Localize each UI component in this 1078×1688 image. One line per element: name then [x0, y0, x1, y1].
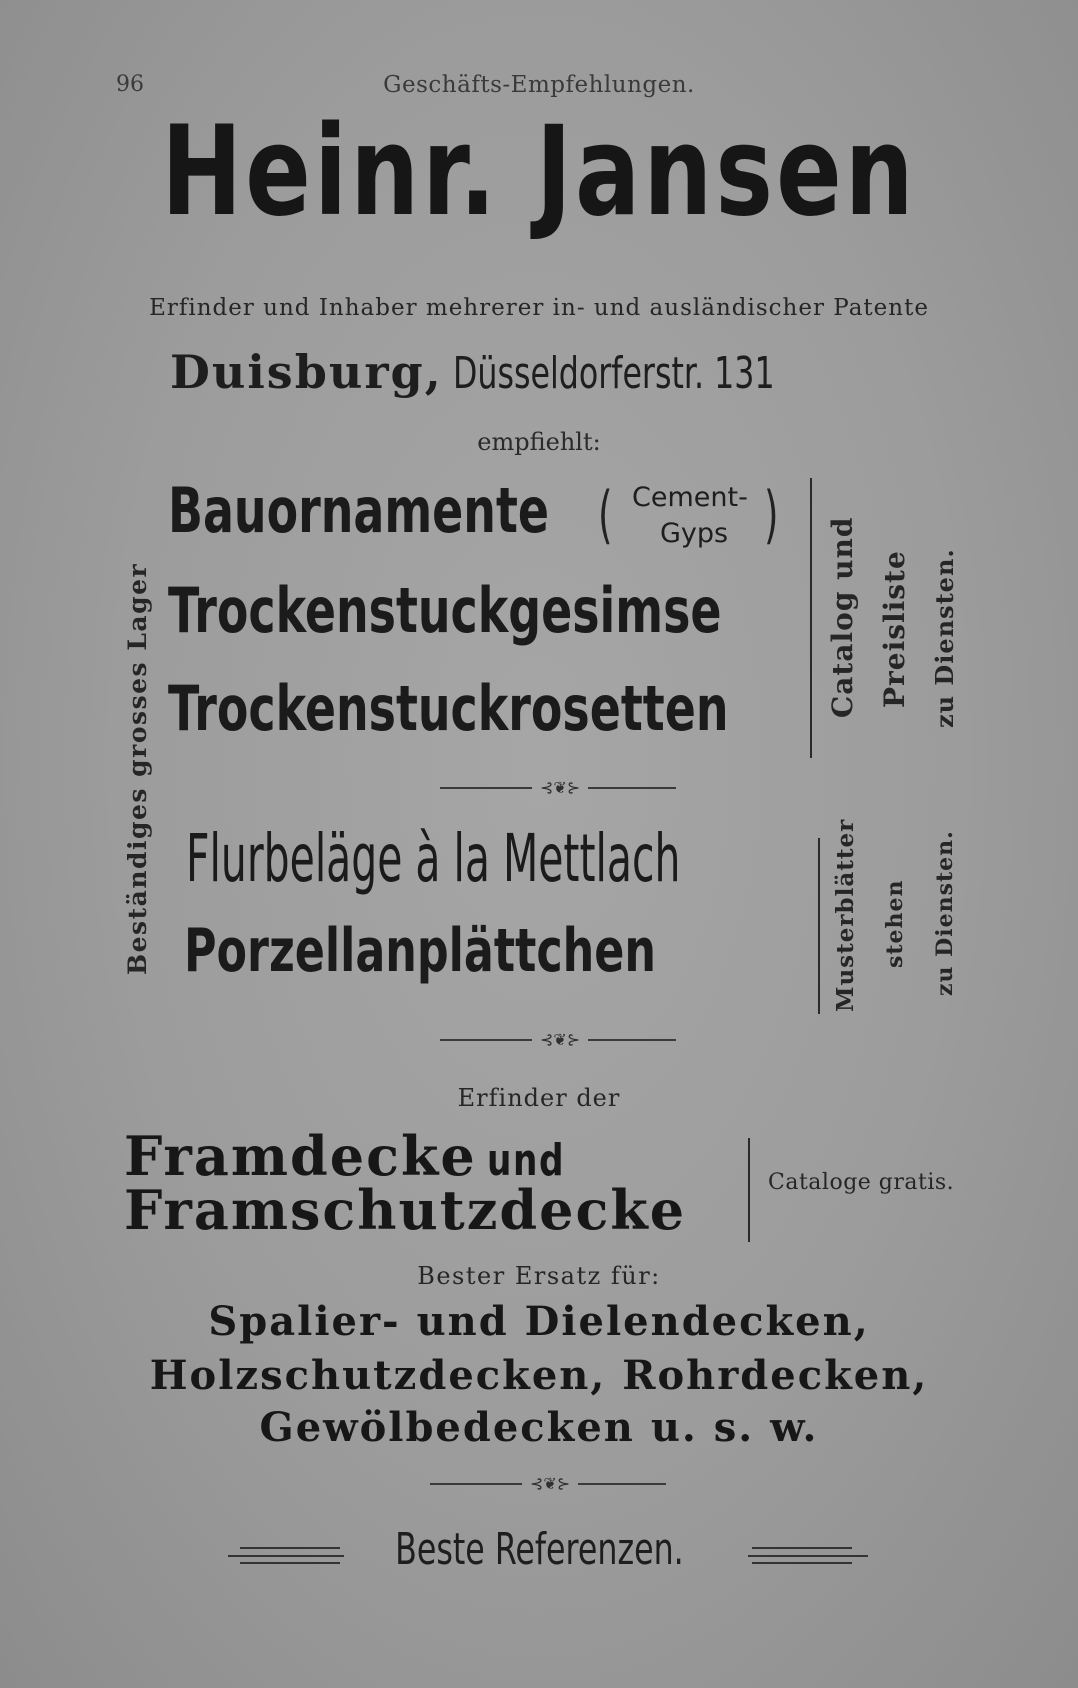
references-line	[0, 1524, 1078, 1575]
stock-side-note: Beständiges grosses Lager	[123, 562, 152, 975]
stucco-bracket	[810, 478, 812, 758]
samples-note-line-3: zu Diensten.	[932, 830, 958, 996]
material-paren-right: )	[764, 478, 779, 551]
right-flourish	[742, 1540, 882, 1564]
replacement-line: Gewölbedecken u. s. w.	[259, 1404, 819, 1451]
recommends-label: empfiehlt:	[477, 428, 601, 456]
product-flurbelaege: Flurbeläge à la Mettlach	[186, 820, 681, 897]
replacement-line: Spalier- und Dielendecken,	[208, 1298, 870, 1345]
samples-note-line-2: stehen	[882, 879, 908, 968]
catalogs-free-note: Cataloge gratis.	[768, 1170, 955, 1195]
framdecke-joiner: und	[486, 1135, 565, 1186]
page-number: 96	[116, 72, 144, 97]
catalog-note-line-1: Catalog und	[826, 516, 859, 718]
product-framschutzdecke: Framschutzdecke	[124, 1178, 687, 1242]
company-name: Heinr. Jansen	[161, 100, 917, 244]
material-paren-left: (	[598, 478, 613, 551]
catalog-note-line-2: Preisliste	[878, 550, 911, 708]
tiles-bracket	[818, 838, 820, 1014]
address-city: Duisburg,	[170, 345, 443, 399]
inventor-tagline: Erfinder und Inhaber mehrerer in- und ausländischer Patente	[149, 295, 929, 321]
product-trockenstuckrosetten: Trockenstuckrosetten	[168, 672, 729, 745]
divider-ornament: ⊰❦⊱	[440, 1030, 676, 1050]
product-porzellanplaettchen: Porzellanplättchen	[184, 916, 656, 986]
inventor-of-label: Erfinder der	[457, 1084, 621, 1112]
material-gyps: Gyps	[660, 518, 729, 549]
replacement-label: Bester Ersatz für:	[417, 1262, 661, 1290]
framdecke-name: Framdecke	[124, 1124, 477, 1188]
address-line	[170, 345, 899, 399]
divider-ornament: ⊰❦⊱	[430, 1474, 666, 1494]
address-street: Düsseldorferstr. 131	[452, 348, 775, 399]
replacement-line: Holzschutzdecken, Rohrdecken,	[149, 1352, 929, 1399]
running-head: Geschäfts-Empfehlungen.	[383, 72, 695, 98]
product-trockenstuckgesimse: Trockenstuckgesimse	[168, 574, 722, 647]
samples-note-line-1: Musterblätter	[832, 818, 859, 1012]
catalog-note-line-3: zu Diensten.	[930, 548, 959, 728]
references-text: Beste Referenzen.	[394, 1524, 684, 1575]
ceilings-bracket	[748, 1138, 750, 1242]
divider-ornament: ⊰❦⊱	[440, 778, 676, 798]
material-cement: Cement-	[632, 482, 748, 513]
product-bauornamente: Bauornamente	[168, 474, 550, 547]
